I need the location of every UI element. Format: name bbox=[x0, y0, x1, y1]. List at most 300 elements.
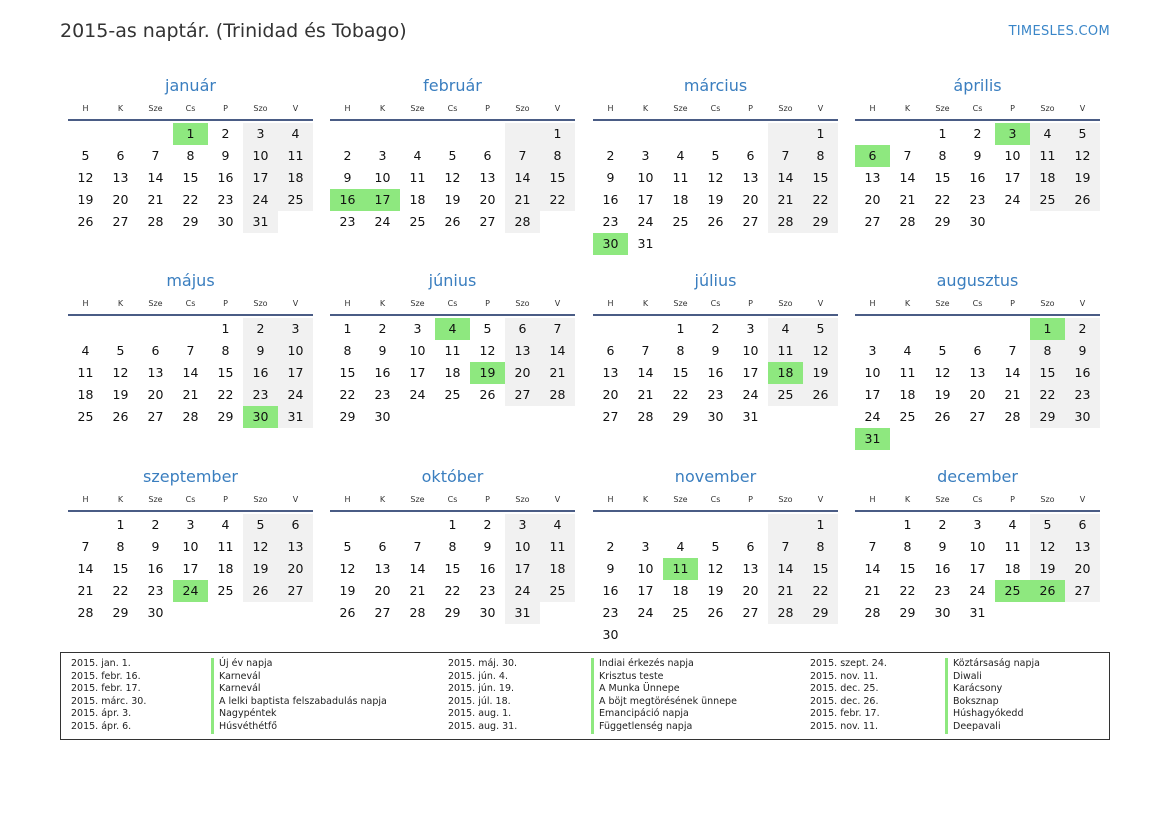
day-cell: 30 bbox=[374, 409, 391, 424]
day-cell: 17 bbox=[365, 189, 400, 211]
month-block bbox=[330, 75, 575, 233]
day-cell: 18 bbox=[444, 365, 461, 380]
day-cell: 19 bbox=[1065, 167, 1100, 189]
empty-cell bbox=[855, 123, 890, 145]
header-divider bbox=[68, 510, 313, 512]
month-name: március bbox=[683, 76, 748, 95]
day-cell: 26 bbox=[934, 409, 951, 424]
day-cell: 16 bbox=[969, 170, 986, 185]
weekday-label: V bbox=[1079, 495, 1086, 504]
day-cell: 9 bbox=[243, 340, 278, 362]
day-cell: 27 bbox=[479, 214, 496, 229]
weekday-label: H bbox=[82, 495, 89, 504]
day-cell: 3 bbox=[746, 321, 755, 336]
day-cell: 22 bbox=[1030, 384, 1065, 406]
empty-cell bbox=[698, 233, 733, 255]
holiday-name: Krisztus teste bbox=[591, 671, 737, 684]
day-cell: 14 bbox=[77, 561, 94, 576]
weekday-header bbox=[330, 297, 575, 311]
holiday-date: 2015. jan. 1. bbox=[71, 658, 131, 669]
day-cell: 25 bbox=[278, 189, 313, 211]
day-cell: 12 bbox=[77, 170, 94, 185]
holiday-date: 2015. dec. 26. bbox=[810, 695, 879, 707]
day-cell: 7 bbox=[540, 318, 575, 340]
weekday-label: Cs bbox=[447, 104, 458, 113]
day-cell: 20 bbox=[112, 192, 129, 207]
day-cell: 23 bbox=[479, 583, 496, 598]
day-cell: 4 bbox=[676, 539, 685, 554]
weekday-label: Sze bbox=[148, 495, 163, 504]
day-cell: 24 bbox=[374, 214, 391, 229]
weekday-label: H bbox=[607, 299, 614, 308]
day-cell: 2 bbox=[711, 321, 720, 336]
day-cell: 13 bbox=[278, 536, 313, 558]
weekday-label: H bbox=[344, 104, 351, 113]
day-cell: 26 bbox=[77, 214, 94, 229]
day-cell: 18 bbox=[1030, 167, 1065, 189]
day-cell: 13 bbox=[374, 561, 391, 576]
weekday-label: K bbox=[117, 495, 124, 504]
month-block bbox=[593, 75, 838, 255]
day-cell: 5 bbox=[938, 343, 947, 358]
day-cell: 20 bbox=[505, 362, 540, 384]
weekday-label: P bbox=[485, 495, 490, 504]
empty-cell bbox=[593, 514, 628, 536]
day-cell: 21 bbox=[864, 583, 881, 598]
day-cell: 31 bbox=[969, 605, 986, 620]
day-cell: 1 bbox=[676, 321, 685, 336]
month-block bbox=[68, 270, 313, 428]
month-name: november bbox=[674, 467, 757, 486]
day-cell: 3 bbox=[505, 514, 540, 536]
day-cell: 11 bbox=[663, 558, 698, 580]
weekday-label: Sze bbox=[935, 299, 950, 308]
day-cell: 28 bbox=[899, 214, 916, 229]
day-cell: 1 bbox=[1030, 318, 1065, 340]
day-cell: 2 bbox=[243, 318, 278, 340]
day-cell: 29 bbox=[803, 602, 838, 624]
empty-cell bbox=[278, 602, 313, 624]
month-name: június bbox=[428, 271, 477, 290]
day-cell: 31 bbox=[505, 602, 540, 624]
day-cell: 1 bbox=[803, 514, 838, 536]
day-cell: 22 bbox=[803, 580, 838, 602]
day-cell: 11 bbox=[1004, 539, 1021, 554]
empty-cell bbox=[68, 514, 103, 536]
weekday-label: V bbox=[817, 299, 824, 308]
empty-cell bbox=[540, 602, 575, 624]
month-block bbox=[855, 466, 1100, 624]
day-cell: 29 bbox=[934, 214, 951, 229]
month-name: december bbox=[937, 467, 1018, 486]
day-cell: 5 bbox=[1030, 514, 1065, 536]
empty-cell bbox=[330, 123, 365, 145]
day-cell: 24 bbox=[1004, 192, 1021, 207]
day-cell: 30 bbox=[934, 605, 951, 620]
day-cell: 22 bbox=[339, 387, 356, 402]
day-cell: 18 bbox=[1004, 561, 1021, 576]
month-name: február bbox=[423, 76, 482, 95]
day-cell: 11 bbox=[409, 170, 426, 185]
day-grid bbox=[855, 318, 1100, 450]
day-cell: 24 bbox=[969, 583, 986, 598]
day-cell: 19 bbox=[444, 192, 461, 207]
empty-cell bbox=[995, 428, 1030, 450]
day-cell: 24 bbox=[637, 214, 654, 229]
day-cell: 13 bbox=[969, 365, 986, 380]
empty-cell bbox=[890, 428, 925, 450]
weekday-label: Szo bbox=[253, 299, 268, 308]
holiday-names-col-3 bbox=[945, 658, 1040, 734]
day-cell: 21 bbox=[182, 387, 199, 402]
day-cell: 13 bbox=[505, 340, 540, 362]
day-cell: 31 bbox=[855, 428, 890, 450]
day-cell: 5 bbox=[1065, 123, 1100, 145]
day-cell: 11 bbox=[278, 145, 313, 167]
weekday-label: H bbox=[344, 299, 351, 308]
weekday-label: K bbox=[642, 299, 649, 308]
day-cell: 14 bbox=[768, 558, 803, 580]
day-cell: 15 bbox=[1030, 362, 1065, 384]
empty-cell bbox=[890, 123, 925, 145]
day-cell: 3 bbox=[995, 123, 1030, 145]
weekday-label: P bbox=[748, 495, 753, 504]
day-cell: 4 bbox=[1008, 517, 1017, 532]
day-cell: 9 bbox=[221, 148, 230, 163]
weekday-label: Cs bbox=[972, 104, 983, 113]
weekday-label: V bbox=[292, 495, 299, 504]
month-block bbox=[68, 75, 313, 233]
day-cell: 1 bbox=[116, 517, 125, 532]
day-cell: 28 bbox=[147, 214, 164, 229]
day-cell: 27 bbox=[969, 409, 986, 424]
month-block bbox=[68, 466, 313, 624]
empty-cell bbox=[365, 123, 400, 145]
day-cell: 2 bbox=[483, 517, 492, 532]
day-cell: 26 bbox=[112, 409, 129, 424]
empty-cell bbox=[103, 318, 138, 340]
day-cell: 17 bbox=[637, 583, 654, 598]
weekday-label: P bbox=[485, 299, 490, 308]
weekday-label: K bbox=[379, 495, 386, 504]
weekday-label: K bbox=[642, 495, 649, 504]
empty-cell bbox=[1030, 211, 1065, 233]
month-block bbox=[330, 270, 575, 428]
day-cell: 20 bbox=[278, 558, 313, 580]
day-cell: 3 bbox=[186, 517, 195, 532]
header-divider bbox=[68, 119, 313, 121]
day-cell: 2 bbox=[973, 126, 982, 141]
day-cell: 25 bbox=[444, 387, 461, 402]
day-cell: 29 bbox=[899, 605, 916, 620]
header-divider bbox=[593, 510, 838, 512]
empty-cell bbox=[628, 123, 663, 145]
day-cell: 9 bbox=[606, 561, 615, 576]
day-cell: 7 bbox=[505, 145, 540, 167]
weekday-label: K bbox=[642, 104, 649, 113]
day-cell: 29 bbox=[217, 409, 234, 424]
day-cell: 23 bbox=[217, 192, 234, 207]
day-cell: 25 bbox=[995, 580, 1030, 602]
day-cell: 6 bbox=[151, 343, 160, 358]
day-cell: 21 bbox=[540, 362, 575, 384]
day-cell: 28 bbox=[409, 605, 426, 620]
day-grid bbox=[593, 123, 838, 255]
day-cell: 29 bbox=[672, 409, 689, 424]
empty-cell bbox=[243, 602, 278, 624]
holiday-name: Karnevál bbox=[211, 671, 387, 684]
day-cell: 9 bbox=[606, 170, 615, 185]
day-cell: 17 bbox=[864, 387, 881, 402]
day-cell: 9 bbox=[483, 539, 492, 554]
day-cell: 5 bbox=[343, 539, 352, 554]
day-cell: 11 bbox=[444, 343, 461, 358]
day-cell: 11 bbox=[899, 365, 916, 380]
day-cell: 3 bbox=[641, 539, 650, 554]
empty-cell bbox=[208, 602, 243, 624]
day-cell: 7 bbox=[413, 539, 422, 554]
day-cell: 21 bbox=[77, 583, 94, 598]
day-cell: 17 bbox=[278, 362, 313, 384]
weekday-label: Cs bbox=[185, 299, 196, 308]
day-cell: 12 bbox=[934, 365, 951, 380]
weekday-label: Szo bbox=[778, 104, 793, 113]
day-cell: 10 bbox=[969, 539, 986, 554]
empty-cell bbox=[1065, 602, 1100, 624]
weekday-label: K bbox=[904, 104, 911, 113]
day-cell: 25 bbox=[899, 409, 916, 424]
header-divider bbox=[330, 119, 575, 121]
day-cell: 20 bbox=[1065, 558, 1100, 580]
day-cell: 17 bbox=[637, 192, 654, 207]
holiday-date: 2015. nov. 11. bbox=[810, 670, 879, 682]
day-cell: 27 bbox=[374, 605, 391, 620]
weekday-label: P bbox=[485, 104, 490, 113]
holiday-name: Boksznap bbox=[945, 696, 1040, 709]
day-cell: 23 bbox=[602, 605, 619, 620]
day-cell: 9 bbox=[378, 343, 387, 358]
day-cell: 21 bbox=[768, 189, 803, 211]
day-cell: 10 bbox=[742, 343, 759, 358]
empty-cell bbox=[365, 514, 400, 536]
weekday-label: Szo bbox=[1040, 104, 1055, 113]
day-cell: 21 bbox=[899, 192, 916, 207]
empty-cell bbox=[663, 123, 698, 145]
holiday-date: 2015. febr. 17. bbox=[71, 683, 141, 695]
weekday-label: H bbox=[869, 299, 876, 308]
weekday-header bbox=[593, 493, 838, 507]
day-cell: 14 bbox=[899, 170, 916, 185]
day-cell: 2 bbox=[1065, 318, 1100, 340]
day-cell: 6 bbox=[855, 145, 890, 167]
day-cell: 22 bbox=[672, 387, 689, 402]
day-cell: 19 bbox=[707, 192, 724, 207]
day-cell: 6 bbox=[606, 343, 615, 358]
day-cell: 11 bbox=[1030, 145, 1065, 167]
day-cell: 27 bbox=[147, 409, 164, 424]
holiday-name: Függetlenség napja bbox=[591, 721, 737, 734]
empty-cell bbox=[68, 318, 103, 340]
weekday-label: Sze bbox=[935, 104, 950, 113]
day-cell: 1 bbox=[173, 123, 208, 145]
holiday-name: A böjt megtörésének ünnepe bbox=[591, 696, 737, 709]
empty-cell bbox=[663, 233, 698, 255]
day-cell: 19 bbox=[707, 583, 724, 598]
holiday-date: 2015. febr. 16. bbox=[71, 670, 141, 682]
day-cell: 16 bbox=[602, 192, 619, 207]
holiday-names-col-1 bbox=[211, 658, 387, 734]
day-cell: 21 bbox=[768, 580, 803, 602]
day-cell: 29 bbox=[803, 211, 838, 233]
brand-logo-text[interactable]: TIMESLES.COM bbox=[1008, 24, 1110, 39]
day-cell: 3 bbox=[243, 123, 278, 145]
day-cell: 13 bbox=[147, 365, 164, 380]
holiday-date: 2015. ápr. 3. bbox=[71, 708, 132, 720]
day-cell: 20 bbox=[147, 387, 164, 402]
day-cell: 30 bbox=[602, 627, 619, 642]
month-name: január bbox=[165, 76, 216, 95]
day-cell: 23 bbox=[339, 214, 356, 229]
day-cell: 18 bbox=[672, 583, 689, 598]
empty-cell bbox=[995, 318, 1030, 340]
day-cell: 1 bbox=[938, 126, 947, 141]
empty-cell bbox=[925, 318, 960, 340]
empty-cell bbox=[1065, 211, 1100, 233]
day-cell: 30 bbox=[593, 233, 628, 255]
empty-cell bbox=[68, 123, 103, 145]
day-cell: 17 bbox=[969, 561, 986, 576]
weekday-label: H bbox=[869, 495, 876, 504]
day-cell: 2 bbox=[343, 148, 352, 163]
month-name: október bbox=[421, 467, 484, 486]
page-title: 2015-as naptár. (Trinidad és Tobago) bbox=[60, 20, 407, 42]
weekday-label: Sze bbox=[673, 104, 688, 113]
day-cell: 2 bbox=[606, 539, 615, 554]
holiday-name: Húshagyókedd bbox=[945, 708, 1040, 721]
day-cell: 3 bbox=[378, 148, 387, 163]
month-name: szeptember bbox=[142, 467, 238, 486]
empty-cell bbox=[698, 123, 733, 145]
day-cell: 23 bbox=[374, 387, 391, 402]
holiday-date: 2015. máj. 30. bbox=[448, 658, 518, 669]
holiday-dates-col-1 bbox=[71, 658, 146, 734]
day-cell: 5 bbox=[116, 343, 125, 358]
day-cell: 23 bbox=[707, 387, 724, 402]
day-cell: 14 bbox=[637, 365, 654, 380]
day-cell: 4 bbox=[413, 148, 422, 163]
empty-cell bbox=[925, 428, 960, 450]
day-cell: 29 bbox=[182, 214, 199, 229]
weekday-label: P bbox=[223, 495, 228, 504]
day-cell: 13 bbox=[864, 170, 881, 185]
weekday-label: Szo bbox=[253, 495, 268, 504]
day-cell: 28 bbox=[864, 605, 881, 620]
day-cell: 3 bbox=[413, 321, 422, 336]
empty-cell bbox=[803, 406, 838, 428]
header-divider bbox=[593, 314, 838, 316]
day-cell: 4 bbox=[278, 123, 313, 145]
day-cell: 6 bbox=[378, 539, 387, 554]
weekday-label: P bbox=[1010, 299, 1015, 308]
weekday-label: V bbox=[1079, 104, 1086, 113]
day-cell: 5 bbox=[803, 318, 838, 340]
day-cell: 5 bbox=[448, 148, 457, 163]
empty-cell bbox=[628, 514, 663, 536]
weekday-label: H bbox=[607, 104, 614, 113]
day-cell: 13 bbox=[742, 561, 759, 576]
day-cell: 11 bbox=[217, 539, 234, 554]
day-cell: 16 bbox=[243, 362, 278, 384]
empty-cell bbox=[960, 318, 995, 340]
day-cell: 11 bbox=[540, 536, 575, 558]
weekday-label: Szo bbox=[1040, 299, 1055, 308]
day-cell: 29 bbox=[339, 409, 356, 424]
weekday-label: P bbox=[223, 104, 228, 113]
day-cell: 4 bbox=[435, 318, 470, 340]
day-cell: 4 bbox=[81, 343, 90, 358]
day-cell: 15 bbox=[540, 167, 575, 189]
day-cell: 26 bbox=[243, 580, 278, 602]
day-cell: 21 bbox=[409, 583, 426, 598]
day-cell: 30 bbox=[243, 406, 278, 428]
day-cell: 23 bbox=[969, 192, 986, 207]
day-cell: 30 bbox=[217, 214, 234, 229]
weekday-label: K bbox=[117, 299, 124, 308]
day-cell: 9 bbox=[711, 343, 720, 358]
day-cell: 13 bbox=[602, 365, 619, 380]
day-cell: 23 bbox=[602, 214, 619, 229]
day-cell: 28 bbox=[768, 602, 803, 624]
day-cell: 26 bbox=[1065, 189, 1100, 211]
empty-cell bbox=[400, 123, 435, 145]
day-cell: 14 bbox=[505, 167, 540, 189]
weekday-label: P bbox=[748, 299, 753, 308]
day-cell: 26 bbox=[707, 214, 724, 229]
empty-cell bbox=[593, 318, 628, 340]
day-cell: 25 bbox=[540, 580, 575, 602]
day-cell: 6 bbox=[483, 148, 492, 163]
weekday-label: P bbox=[748, 104, 753, 113]
day-cell: 8 bbox=[938, 148, 947, 163]
weekday-label: Cs bbox=[710, 104, 721, 113]
day-cell: 31 bbox=[637, 236, 654, 251]
day-cell: 22 bbox=[444, 583, 461, 598]
day-cell: 15 bbox=[444, 561, 461, 576]
weekday-label: Sze bbox=[410, 495, 425, 504]
day-cell: 10 bbox=[637, 561, 654, 576]
day-cell: 25 bbox=[409, 214, 426, 229]
day-cell: 17 bbox=[409, 365, 426, 380]
day-grid bbox=[593, 318, 838, 428]
day-cell: 7 bbox=[868, 539, 877, 554]
empty-cell bbox=[663, 624, 698, 646]
empty-cell bbox=[698, 514, 733, 536]
header-divider bbox=[855, 119, 1100, 121]
weekday-label: Cs bbox=[972, 495, 983, 504]
day-cell: 19 bbox=[934, 387, 951, 402]
day-cell: 20 bbox=[864, 192, 881, 207]
day-cell: 14 bbox=[540, 340, 575, 362]
day-cell: 1 bbox=[221, 321, 230, 336]
day-cell: 10 bbox=[243, 145, 278, 167]
day-cell: 12 bbox=[339, 561, 356, 576]
day-cell: 6 bbox=[278, 514, 313, 536]
day-cell: 6 bbox=[116, 148, 125, 163]
day-cell: 18 bbox=[77, 387, 94, 402]
day-cell: 11 bbox=[672, 170, 689, 185]
day-cell: 14 bbox=[768, 167, 803, 189]
day-cell: 4 bbox=[903, 343, 912, 358]
